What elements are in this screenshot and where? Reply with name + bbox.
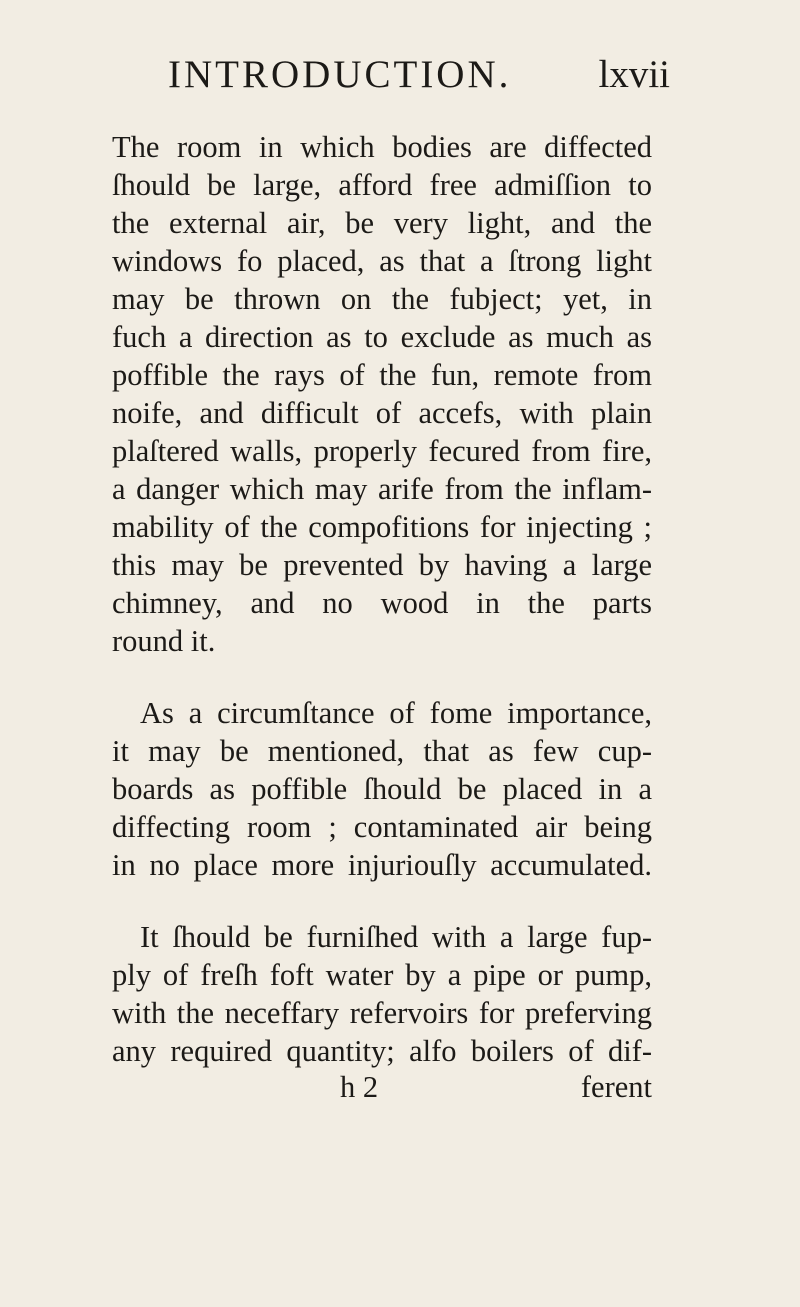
text-line: ply of freſh foft water by a pipe or pump,: [112, 958, 652, 992]
catchword: ferent: [580, 1070, 652, 1104]
text-line: diffecting room ; contaminated air being: [112, 810, 652, 844]
text-line: It ſhould be furniſhed with a large fup-: [140, 920, 652, 954]
text-line: plaſtered walls, properly fecured from fire,: [112, 434, 652, 468]
text-line: the external air, be very light, and the: [112, 206, 652, 240]
text-line: noife, and difficult of accefs, with plain: [112, 396, 652, 430]
text-line: poffible the rays of the fun, remote from: [112, 358, 652, 392]
text-line: in no place more injuriouſly accumulated.: [112, 848, 652, 882]
text-line: windows fo placed, as that a ſtrong light: [112, 244, 652, 278]
text-line: fuch a direction as to exclude as much as: [112, 320, 652, 354]
text-line: it may be mentioned, that as few cup-: [112, 734, 652, 768]
text-line: The room in which bodies are diffected: [112, 130, 652, 164]
text-line: boards as poffible ſhould be placed in a: [112, 772, 652, 806]
text-line: a danger which may arife from the inflam-: [112, 472, 652, 506]
text-line: mability of the compofitions for injecting ;: [112, 510, 652, 544]
running-head-title: INTRODUCTION.: [168, 53, 512, 96]
text-line: round it.: [112, 624, 216, 658]
text-line: any required quantity; alfo boilers of dif-: [112, 1034, 652, 1068]
text-line: with the neceffary refervoirs for preferving: [112, 996, 652, 1030]
text-line: As a circumſtance of fome importance,: [140, 696, 652, 730]
text-line: chimney, and no wood in the parts: [112, 586, 652, 620]
page-number: lxvii: [598, 53, 670, 96]
text-line: this may be prevented by having a large: [112, 548, 652, 582]
text-line: may be thrown on the fubject; yet, in: [112, 282, 652, 316]
signature-mark: h 2: [340, 1070, 379, 1104]
text-line: ſhould be large, afford free admiſſion to: [112, 168, 652, 202]
